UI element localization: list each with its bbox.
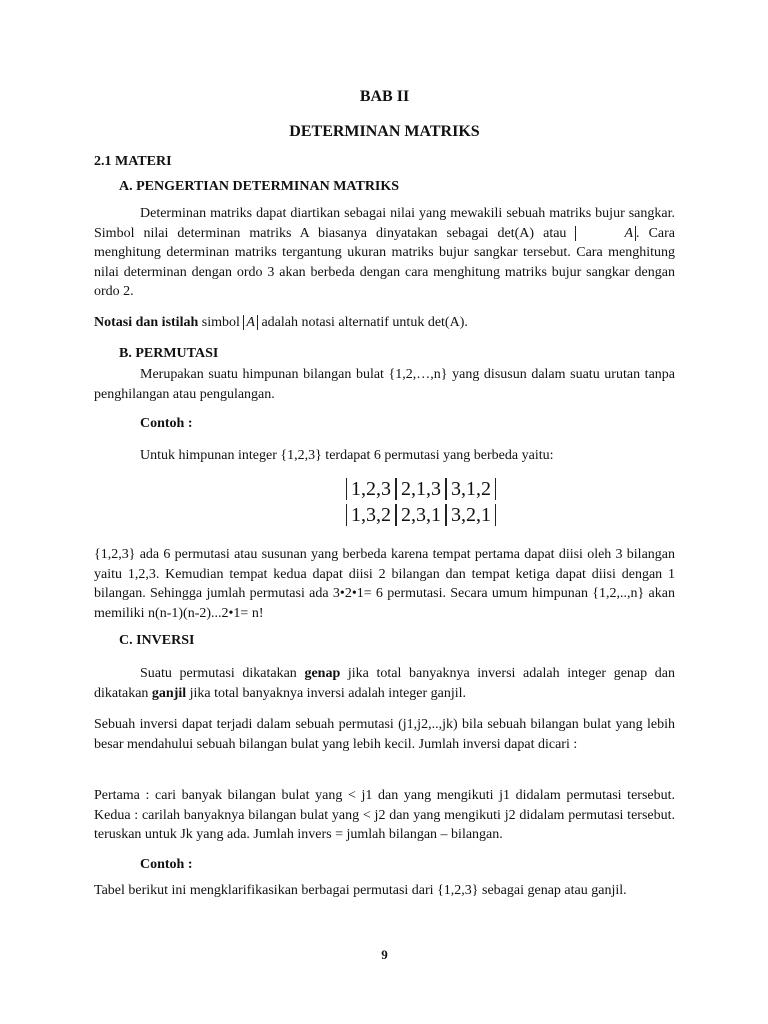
paragraph-text: jika total banyaknya inversi adalah integer genap dan dikatakan (94, 666, 675, 701)
paragraph-table-intro: Tabel berikut ini mengklarifikasikan berbagai permutasi dari {1,2,3} sebagai genap atau ganjil. (94, 883, 627, 898)
page-number: 9 (381, 947, 388, 962)
notation-label: Notasi dan istilah (94, 315, 199, 330)
paragraph-permutation-count: {1,2,3} ada 6 permutasi atau susunan yang berbeda karena tempat pertama dapat diisi oleh 3 bilangan yaitu 1,2,3. Kemudian tempat kedua dapat diisi 2 bilangan dan tempat ketiga dapat diisi dengan 1 bilangan. Sehingga jumlah permutasi ada 3•2•1= 6 permutasi. Secara umum himpunan {1,2,..,n} akan memiliki n(n-1)(n-2)...2•1= n! (94, 547, 675, 621)
permutation-set: 1,3,2 (346, 504, 396, 526)
document-page (94, 0, 675, 1024)
section-heading: 2.1 MATERI (94, 154, 172, 169)
chapter-title: DETERMINAN MATRIKS (289, 123, 480, 140)
determinant-symbol: A (575, 226, 636, 241)
example-label: Contoh : (140, 416, 193, 431)
paragraph-example: Untuk himpunan integer {1,2,3} terdapat 6 permutasi yang berbeda yaitu: (140, 448, 554, 463)
paragraph-text: jika total banyaknya inversi adalah integer ganjil. (186, 685, 467, 701)
permutation-row (346, 476, 496, 502)
subsection-a-heading: A. PENGERTIAN DETERMINAN MATRIKS (119, 179, 400, 194)
example-label: Contoh : (140, 857, 193, 872)
permutation-set: 3,2,1 (446, 504, 496, 526)
subsection-c-heading: C. INVERSI (119, 633, 195, 648)
paragraph-even-odd (94, 664, 675, 703)
permutation-list (346, 476, 496, 528)
paragraph-definition (94, 204, 675, 302)
permutation-set: 3,1,2 (446, 478, 496, 500)
determinant-symbol: A (243, 315, 258, 330)
paragraph-text: Suatu permutasi dikatakan (140, 666, 305, 681)
term-ganjil: ganjil (151, 685, 187, 701)
subsection-b-heading: B. PERMUTASI (119, 346, 219, 361)
notation-paragraph (94, 313, 468, 333)
paragraph-text: . Cara menghitung determinan matriks tergantung ukuran matriks bujur sangkar tersebut. Cara menghitung nilai determinan dengan ordo 3 akan berbeda dengan cara menghitung matriks bujur sangkar dengan ordo 2. (94, 225, 675, 300)
permutation-set: 1,2,3 (346, 478, 396, 500)
permutation-row (346, 502, 496, 528)
chapter-heading: BAB II (359, 88, 410, 105)
notation-text: adalah notasi alternatif untuk det(A). (257, 315, 468, 330)
permutation-set: 2,1,3 (396, 478, 446, 500)
paragraph-inversion-def: Sebuah inversi dapat terjadi dalam sebuah permutasi (j1,j2,..,jk) bila sebuah bilangan bulat yang lebih besar mendahului sebuah bilangan bulat yang lebih kecil. Jumlah inversi dapat dicari : (94, 717, 675, 752)
term-genap: genap (304, 666, 341, 681)
paragraph-text: Determinan matriks dapat diartikan sebagai nilai yang mewakili sebuah matriks bujur sangkar. Simbol nilai determinan matriks A biasanya dinyatakan sebagai det(A) atau (94, 206, 675, 241)
permutation-set: 2,3,1 (396, 504, 446, 526)
notation-text: simbol (198, 315, 244, 330)
paragraph-inversion-steps: Pertama : cari banyak bilangan bulat yang < j1 dan yang mengikuti j1 didalam permutasi tersebut. Kedua : carilah banyaknya bilangan bulat yang < j2 dan yang mengikuti j2 didalam permutasi tersebut. teruskan untuk Jk yang ada. Jumlah invers = jumlah bilangan – bilangan. (94, 788, 675, 843)
paragraph-permutation-def: Merupakan suatu himpunan bilangan bulat {1,2,…,n} yang disusun dalam suatu urutan tanpa penghilangan atau pengulangan. (94, 367, 675, 402)
